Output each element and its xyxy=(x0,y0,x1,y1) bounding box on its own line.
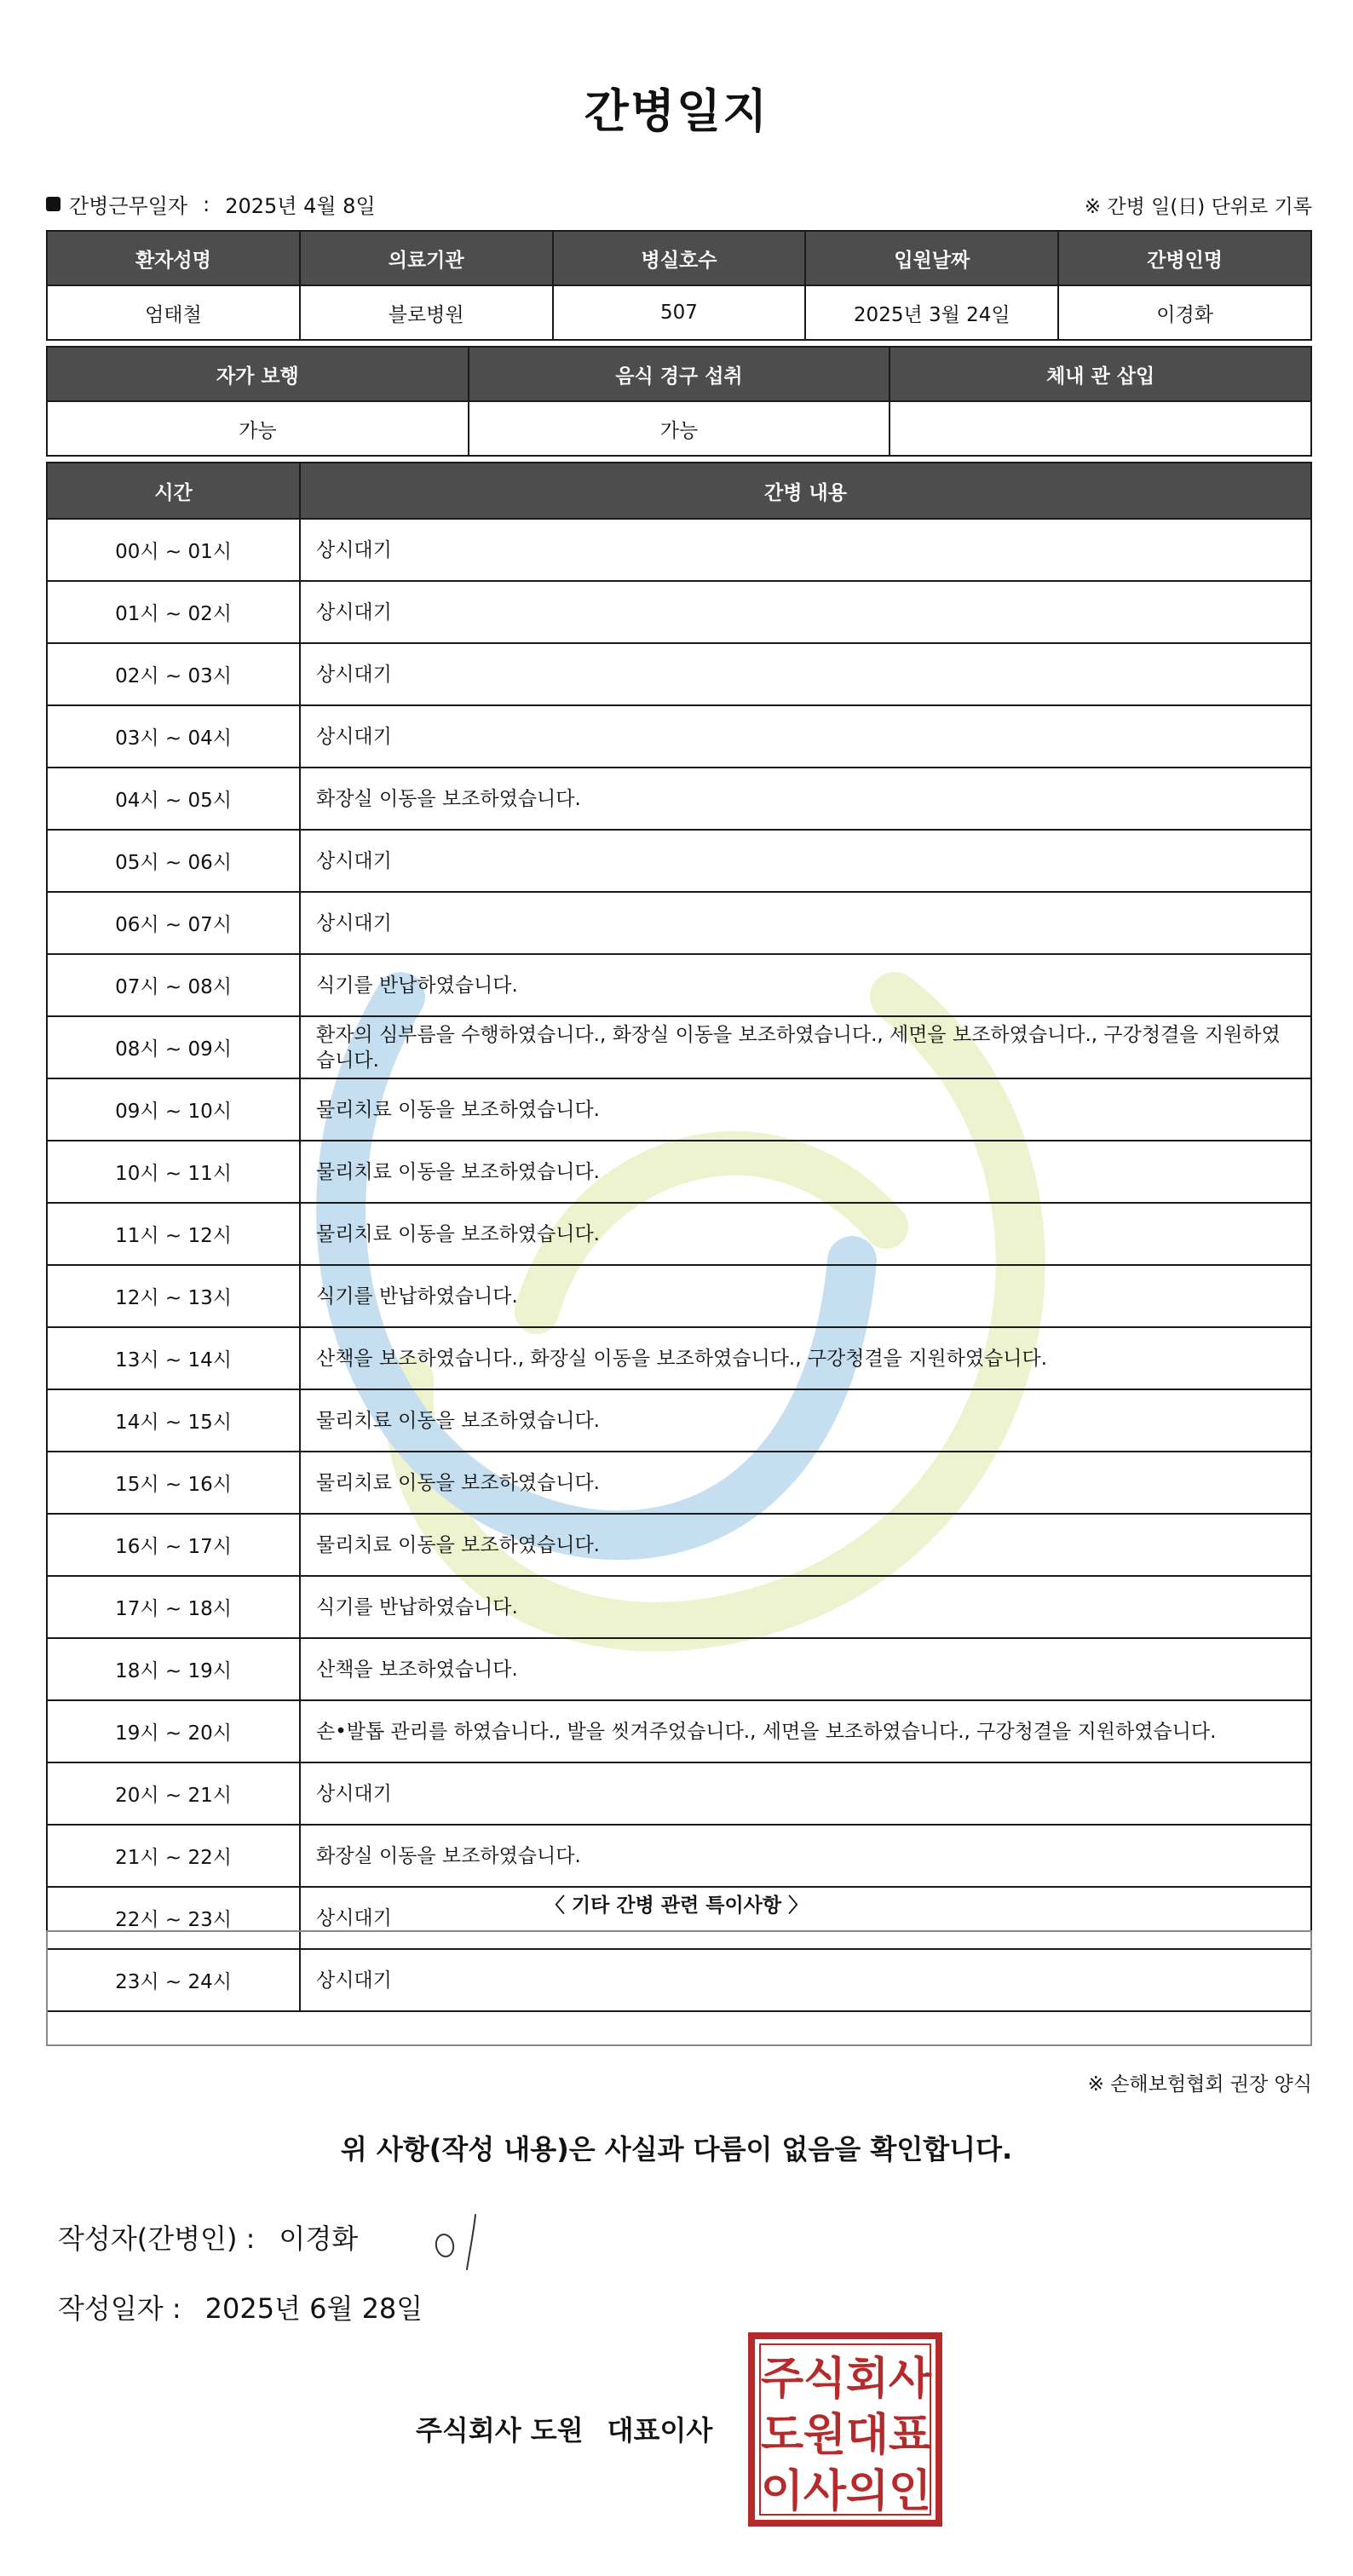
header-caregiver-name: 간병인명 xyxy=(1058,231,1311,285)
care-content-cell: 식기를 반납하였습니다. xyxy=(300,1576,1311,1638)
self-walking-value: 가능 xyxy=(47,401,469,456)
care-content-cell: 상시대기 xyxy=(300,705,1311,768)
seal-character: 대 xyxy=(845,2410,890,2461)
work-date-value: 2025년 4월 8일 xyxy=(225,194,376,218)
written-date-line xyxy=(58,2287,423,2326)
care-content-cell: 상시대기 xyxy=(300,643,1311,705)
notes-title: 〈 기타 간병 관련 특이사항 〉 xyxy=(544,1895,809,1917)
care-content-cell: 상시대기 xyxy=(300,830,1311,892)
care-content-cell: 환자의 심부름을 수행하였습니다., 화장실 이동을 보조하였습니다., 세면을 보조하였습니다., 구강청결을 지원하였습니다. xyxy=(300,1016,1311,1078)
table-row xyxy=(47,1452,1311,1514)
table-row xyxy=(47,643,1311,705)
time-cell: 01시 ~ 02시 xyxy=(47,581,300,643)
care-content-cell: 상시대기 xyxy=(300,1762,1311,1825)
table-row xyxy=(47,519,1311,581)
writer-label: 작성자(간병인) : xyxy=(58,2222,256,2255)
time-cell: 17시 ~ 18시 xyxy=(47,1576,300,1638)
table-row xyxy=(47,1203,1311,1265)
work-date-label: 간병근무일자 xyxy=(69,194,188,218)
header-admission-date: 입원날짜 xyxy=(805,231,1058,285)
seal-character: 표 xyxy=(888,2410,932,2461)
table-row xyxy=(47,581,1311,643)
time-cell: 03시 ~ 04시 xyxy=(47,705,300,768)
work-date-line xyxy=(46,189,376,219)
table-row xyxy=(47,1762,1311,1825)
hospital-name: 블로병원 xyxy=(300,285,553,340)
care-content-cell: 상시대기 xyxy=(300,1887,1311,1949)
time-cell: 16시 ~ 17시 xyxy=(47,1514,300,1576)
seal-character: 원 xyxy=(803,2410,847,2461)
header-care-content: 간병 내용 xyxy=(300,463,1311,519)
notes-box xyxy=(46,1930,1312,2046)
seal-character: 식 xyxy=(803,2354,847,2405)
header-time: 시간 xyxy=(47,463,300,519)
care-content-cell: 상시대기 xyxy=(300,1949,1311,2011)
table-row xyxy=(47,892,1311,954)
writer-line xyxy=(58,2217,358,2257)
time-cell: 22시 ~ 23시 xyxy=(47,1887,300,1949)
time-cell: 09시 ~ 10시 xyxy=(47,1078,300,1141)
care-content-cell: 산책을 보조하였습니다., 화장실 이동을 보조하였습니다., 구강청결을 지원하였습니다. xyxy=(300,1327,1311,1389)
seal-character: 인 xyxy=(888,2466,932,2517)
seal-character: 주 xyxy=(760,2354,804,2405)
time-cell: 07시 ~ 08시 xyxy=(47,954,300,1016)
care-content-cell: 물리치료 이동을 보조하였습니다. xyxy=(300,1514,1311,1576)
care-content-cell: 손•발톱 관리를 하였습니다., 발을 씻겨주었습니다., 세면을 보조하였습니다., 구강청결을 지원하였습니다. xyxy=(300,1700,1311,1762)
patient-info-table xyxy=(46,230,1312,341)
table-row xyxy=(47,1389,1311,1452)
care-content-cell: 물리치료 이동을 보조하였습니다. xyxy=(300,1452,1311,1514)
care-content-cell: 식기를 반납하였습니다. xyxy=(300,954,1311,1016)
time-cell: 12시 ~ 13시 xyxy=(47,1265,300,1327)
header-self-walking: 자가 보행 xyxy=(47,347,469,401)
table-row xyxy=(47,1141,1311,1203)
table-row xyxy=(47,830,1311,892)
care-content-cell: 화장실 이동을 보조하였습니다. xyxy=(300,768,1311,830)
care-content-cell: 상시대기 xyxy=(300,581,1311,643)
company-line xyxy=(416,2409,712,2448)
room-number: 507 xyxy=(553,285,806,340)
seal-character: 사 xyxy=(888,2354,932,2405)
time-cell: 20시 ~ 21시 xyxy=(47,1762,300,1825)
oral-intake-value: 가능 xyxy=(469,401,890,456)
care-content-cell: 상시대기 xyxy=(300,519,1311,581)
writer-name: 이경화 xyxy=(279,2222,359,2255)
company-representative-title: 대표이사 xyxy=(607,2414,713,2447)
care-log-body xyxy=(47,519,1311,2011)
time-cell: 23시 ~ 24시 xyxy=(47,1949,300,2011)
handwritten-signature xyxy=(426,2210,494,2273)
company-seal-stamp xyxy=(748,2332,942,2527)
time-cell: 13시 ~ 14시 xyxy=(47,1327,300,1389)
seal-character: 회 xyxy=(845,2354,890,2405)
header-oral-intake: 음식 경구 섭취 xyxy=(469,347,890,401)
time-cell: 18시 ~ 19시 xyxy=(47,1638,300,1700)
header-hospital: 의료기관 xyxy=(300,231,553,285)
table-row xyxy=(47,1265,1311,1327)
time-cell: 11시 ~ 12시 xyxy=(47,1203,300,1265)
care-content-cell: 산책을 보조하였습니다. xyxy=(300,1638,1311,1700)
seal-character: 이 xyxy=(760,2466,804,2517)
meta-separator: : xyxy=(203,192,210,216)
care-content-cell: 물리치료 이동을 보조하였습니다. xyxy=(300,1389,1311,1452)
table-row xyxy=(47,1514,1311,1576)
confirmation-statement: 위 사항(작성 내용)은 사실과 다름이 없음을 확인합니다. xyxy=(340,2133,1013,2165)
header-tube-insertion: 체내 관 삽입 xyxy=(890,347,1311,401)
time-cell: 14시 ~ 15시 xyxy=(47,1389,300,1452)
caregiver-name: 이경화 xyxy=(1058,285,1311,340)
record-unit-note: ※ 간병 일(日) 단위로 기록 xyxy=(1084,196,1312,218)
tube-insertion-value xyxy=(890,401,1311,456)
seal-character: 의 xyxy=(845,2466,890,2517)
header-room-number: 병실호수 xyxy=(553,231,806,285)
square-bullet-icon xyxy=(46,197,60,211)
time-cell: 05시 ~ 06시 xyxy=(47,830,300,892)
time-cell: 21시 ~ 22시 xyxy=(47,1825,300,1887)
time-cell: 08시 ~ 09시 xyxy=(47,1016,300,1078)
seal-character: 사 xyxy=(803,2466,847,2517)
table-row xyxy=(47,705,1311,768)
patient-name: 엄태철 xyxy=(47,285,300,340)
care-content-cell: 상시대기 xyxy=(300,892,1311,954)
header-patient-name: 환자성명 xyxy=(47,231,300,285)
written-date-value: 2025년 6월 28일 xyxy=(204,2292,423,2325)
patient-status-table xyxy=(46,346,1312,457)
care-content-cell: 식기를 반납하였습니다. xyxy=(300,1265,1311,1327)
time-cell: 10시 ~ 11시 xyxy=(47,1141,300,1203)
time-cell: 06시 ~ 07시 xyxy=(47,892,300,954)
form-note: ※ 손해보험협회 권장 양식 xyxy=(1087,2073,1312,2096)
time-cell: 00시 ~ 01시 xyxy=(47,519,300,581)
table-row xyxy=(47,1700,1311,1762)
page-title: 간병일지 xyxy=(584,84,769,138)
table-row xyxy=(47,1576,1311,1638)
seal-character: 도 xyxy=(760,2410,804,2461)
table-row xyxy=(47,1078,1311,1141)
care-content-cell: 화장실 이동을 보조하였습니다. xyxy=(300,1825,1311,1887)
table-row xyxy=(47,768,1311,830)
company-name: 주식회사 도원 xyxy=(416,2414,584,2447)
admission-date: 2025년 3월 24일 xyxy=(805,285,1058,340)
table-row xyxy=(47,954,1311,1016)
table-row xyxy=(47,1327,1311,1389)
written-date-label: 작성일자 : xyxy=(58,2292,181,2325)
time-cell: 04시 ~ 05시 xyxy=(47,768,300,830)
time-cell: 02시 ~ 03시 xyxy=(47,643,300,705)
table-row xyxy=(47,1825,1311,1887)
table-row xyxy=(47,1638,1311,1700)
care-content-cell: 물리치료 이동을 보조하였습니다. xyxy=(300,1141,1311,1203)
table-row xyxy=(47,1016,1311,1078)
care-log-table xyxy=(46,462,1312,2012)
time-cell: 15시 ~ 16시 xyxy=(47,1452,300,1514)
care-content-cell: 물리치료 이동을 보조하였습니다. xyxy=(300,1203,1311,1265)
care-content-cell: 물리치료 이동을 보조하였습니다. xyxy=(300,1078,1311,1141)
time-cell: 19시 ~ 20시 xyxy=(47,1700,300,1762)
